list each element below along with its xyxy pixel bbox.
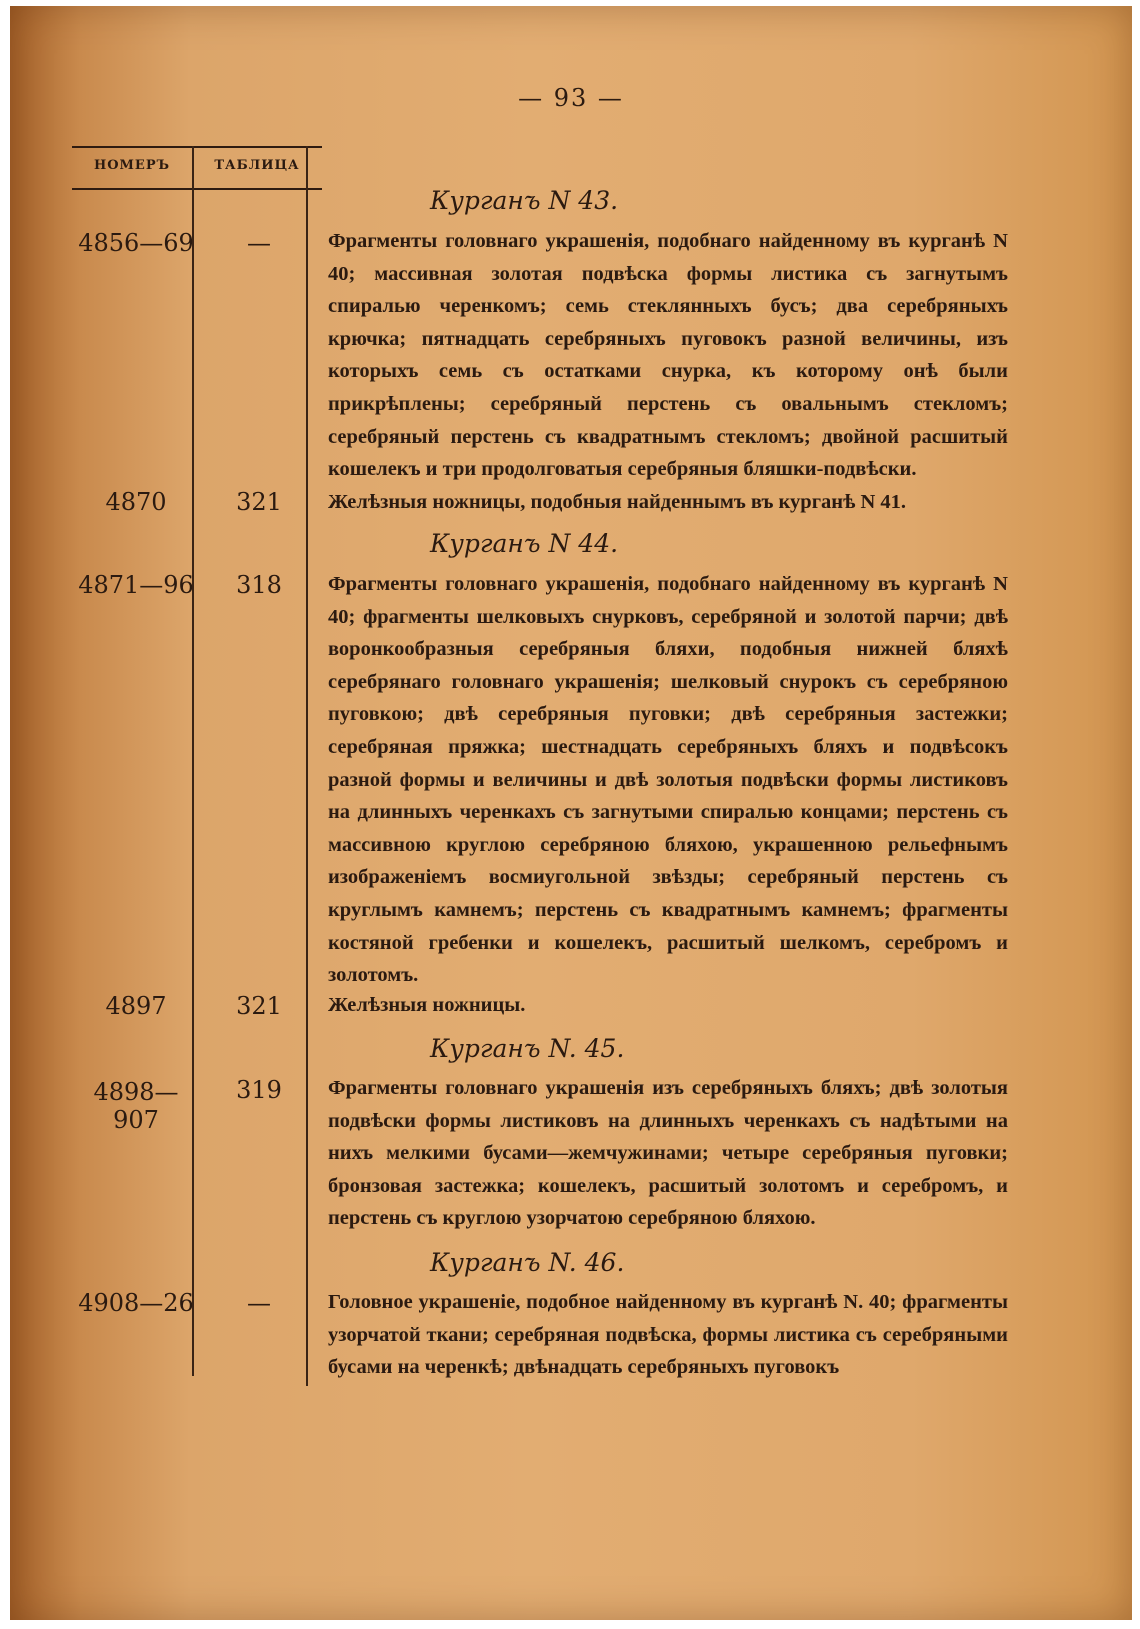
- book-page: [10, 6, 1132, 1620]
- entry-description: Головное украшеніе, подобное найденному въ курганѣ N. 40; фрагменты узорчатой ткани; серебряная подвѣска, формы листика съ серебряными бусами на черенкѣ; двѣнадцать серебряныхъ пуговокъ: [328, 1291, 1008, 1379]
- entry-description: Фрагменты головнаго украшенія изъ серебряныхъ бляхъ; двѣ золотыя подвѣски формы листиковъ на длинныхъ черенкахъ съ надѣтыми на нихъ мелкими бусами—жемчужинами; четыре серебряныя пуговки; бронзовая застежка; кошелекъ, расшитый золотомъ и серебромъ, и перстень съ круглою узорчатою серебряною бляхою.: [328, 1077, 1008, 1230]
- page-number: — 93 —: [518, 84, 624, 112]
- entry-table: 319: [236, 1076, 282, 1104]
- entry-table: 321: [236, 992, 282, 1020]
- column-divider-table: [306, 146, 308, 1386]
- section-heading: Курганъ N. 45.: [430, 1034, 625, 1063]
- entry-table: —: [247, 1289, 271, 1317]
- section-heading: Курганъ N 43.: [430, 186, 619, 215]
- entry-number: 4871—96: [78, 571, 194, 599]
- entry-number: 4898—907: [93, 1078, 179, 1134]
- entry-description: Желѣзныя ножницы, подобныя найденнымъ въ курганѣ N 41.: [328, 491, 907, 513]
- entry-number: 4856—69: [78, 229, 194, 257]
- entry-description: Фрагменты головнаго украшенія, подобнаго найденному въ курганѣ N 40; массивная золотая подвѣска формы листика съ загнутымъ спиралью черенкомъ; семь стеклянныхъ бусъ; два серебряныхъ крючка; пятнадцать серебряныхъ пуговокъ разной величины, изъ которыхъ семь съ остатками снурка, къ которому онѣ были прикрѣплены; серебряный перстень съ овальнымъ стекломъ; серебряный перстень съ квадратнымъ стекломъ; двойной расшитый кошелекъ и три продолговатыя серебряныя бляшки-подвѣски.: [328, 230, 1008, 481]
- section-heading: Курганъ N. 46.: [430, 1248, 625, 1277]
- entry-table: 321: [236, 488, 282, 516]
- entry-number: 4870: [105, 488, 167, 516]
- column-header-number: НОМЕРЪ: [93, 158, 171, 173]
- entry-description: Фрагменты головнаго украшенія, подобнаго найденному въ курганѣ N 40; фрагменты шелковыхъ снурковъ, серебряной и золотой парчи; двѣ воронкообразныя серебряныя бляхи, подобныя нижней бляхѣ серебрянаго головнаго украшенія; шелковый снурокъ съ серебряною пуговкою; двѣ серебряныя пуговки; двѣ серебряныя застежки; серебряная пряжка; шестнадцать серебряныхъ бляхъ и подвѣсокъ разной формы и величины и двѣ золотыя подвѣски формы листиковъ на длинныхъ черенкахъ съ загнутыми спиралью концами; перстень съ массивною круглою серебряною бляхою, украшенною рельефнымъ изображеніемъ восмиугольной звѣзды; серебряный перстень съ круглымъ камнемъ; перстень съ квадратнымъ камнемъ; фрагменты костяной гребенки и кошелекъ, расшитый шелкомъ, серебромъ и золотомъ.: [328, 573, 1008, 987]
- entry-table: —: [247, 229, 271, 257]
- entry-number: 4897: [105, 992, 167, 1020]
- table-header-bottom-rule: [72, 188, 322, 190]
- entry-number: 4908—26: [78, 1289, 194, 1317]
- entry-table: 318: [236, 571, 282, 599]
- table-header-top-rule: [72, 146, 322, 148]
- entry-description: Желѣзныя ножницы.: [328, 994, 526, 1016]
- column-divider-number: [192, 146, 194, 1376]
- column-header-table: ТАБЛИЦА: [214, 158, 300, 173]
- section-heading: Курганъ N 44.: [430, 529, 619, 558]
